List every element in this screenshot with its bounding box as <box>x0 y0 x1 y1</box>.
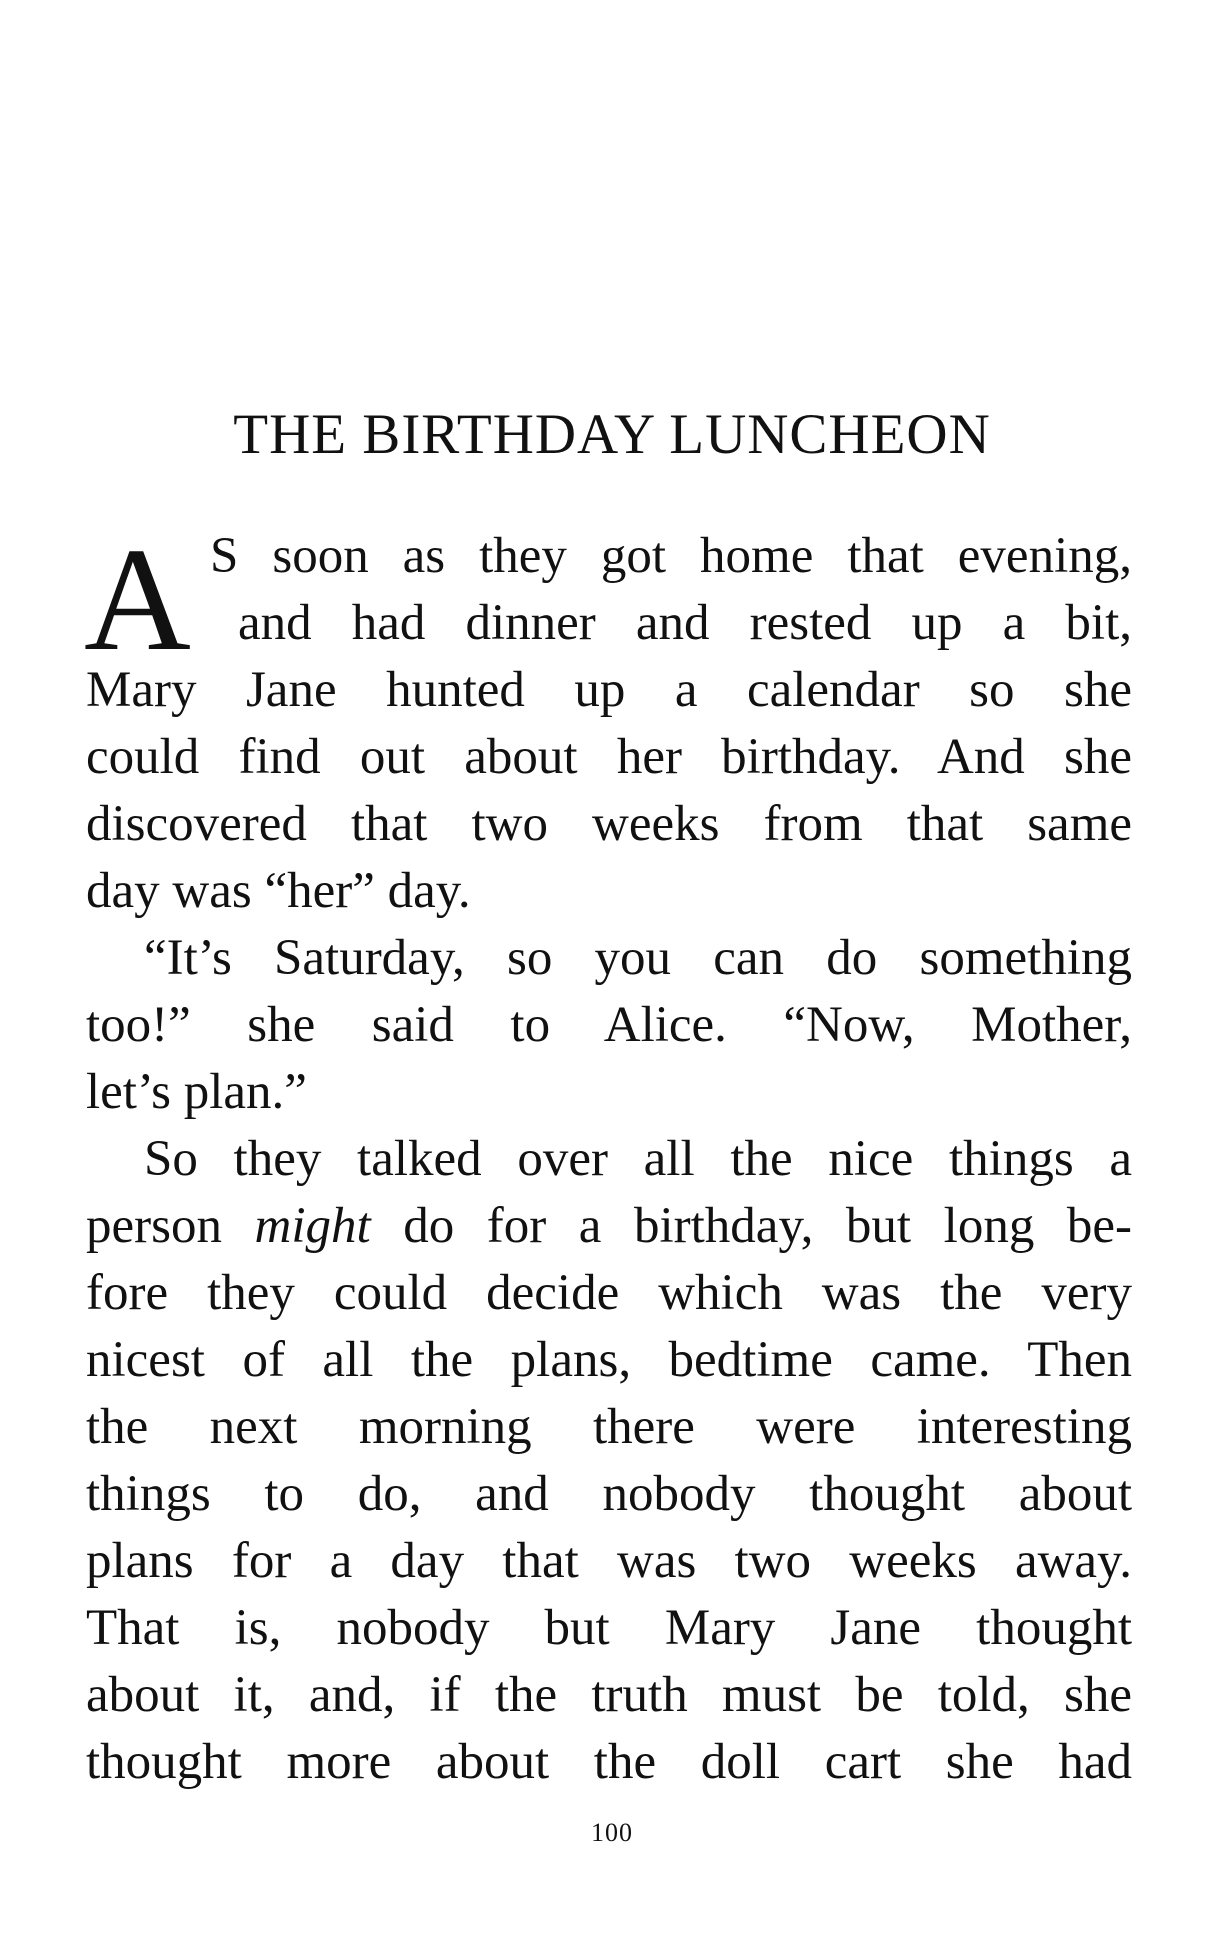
text-line: thought more about the doll cart she had <box>86 1734 1132 1790</box>
text-line: Mary Jane hunted up a calendar so she <box>86 662 1132 718</box>
text-line: too!” she said to Alice. “Now, Mother, <box>86 997 1132 1053</box>
text-line: “It’s Saturday, so you can do something <box>144 930 1132 986</box>
text-line: things to do, and nobody thought about <box>86 1466 1132 1522</box>
text-line: That is, nobody but Mary Jane thought <box>86 1600 1132 1656</box>
text-line: about it, and, if the truth must be told, she <box>86 1667 1132 1723</box>
drop-cap: A <box>84 518 191 682</box>
text-line: the next morning there were interesting <box>86 1399 1132 1455</box>
text-line: discovered that two weeks from that same <box>86 796 1132 852</box>
text-fragment: person <box>86 1198 255 1254</box>
text-line: and had dinner and rested up a bit, <box>238 595 1132 651</box>
text-line: So they talked over all the nice things a <box>144 1131 1132 1187</box>
page-number: 100 <box>591 1818 633 1847</box>
text-line: could find out about her birthday. And she <box>86 729 1132 785</box>
emphasis-word: might <box>254 1198 371 1254</box>
text-line: fore they could decide which was the very <box>86 1265 1132 1321</box>
text-fragment: do for a birthday, but long be- <box>370 1198 1132 1254</box>
text-line: nicest of all the plans, bedtime came. Then <box>86 1332 1132 1388</box>
text-line <box>86 1194 1132 1258</box>
chapter-title: THE BIRTHDAY LUNCHEON <box>233 403 991 466</box>
text-line: S soon as they got home that evening, <box>210 528 1132 584</box>
text-line: let’s plan.” <box>86 1064 307 1120</box>
text-line: plans for a day that was two weeks away. <box>86 1533 1132 1589</box>
text-line: day was “her” day. <box>86 863 471 919</box>
